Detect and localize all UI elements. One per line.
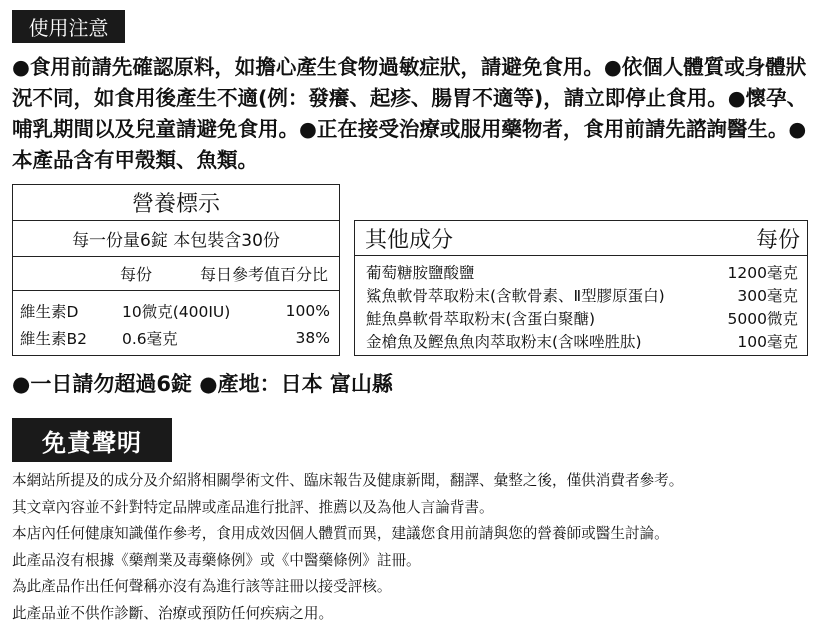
list-item: 其文章內容並不針對特定品牌或產品進行批評、推薦以及為他人言論背書。 <box>12 498 494 516</box>
nutrient-name: 維生素D <box>20 303 79 321</box>
ingredient-amount: 300毫克 <box>737 286 798 305</box>
ingredient-amount: 1200毫克 <box>727 263 798 282</box>
disclaimer-list <box>12 468 824 627</box>
ingredient-name: 鯊魚軟骨萃取粉末(含軟骨素、Ⅱ型膠原蛋白) <box>366 286 665 305</box>
daily-value-header: 每日參考值百分比 <box>199 264 328 284</box>
ingredient-name: 金槍魚及鰹魚魚肉萃取粉末(含咪唑胜肽) <box>366 332 642 351</box>
caution-paragraph: ●食用前請先確認原料，如擔心產生食物過敏症狀，請避免食用。●依個人體質或身體狀況不同，如食用後產生不適(例：發癢、起疹、腸胃不適等)，請立即停止食用。●懷孕、哺乳期間以及兒童請避免食用。●正在接受治療或服用藥物者，食用前請先諮詢醫生。●本產品含有甲殼類、魚類。 <box>12 55 808 172</box>
divider <box>354 255 808 256</box>
nutrition-facts-title: 營養標示 <box>12 184 340 220</box>
ingredient-amount: 100毫克 <box>737 332 798 351</box>
divider <box>12 290 340 291</box>
list-item: 為此產品作出任何聲稱亦沒有為進行該等註冊以接受評核。 <box>12 578 392 595</box>
nutrient-name: 維生素B2 <box>20 330 87 348</box>
per-serving-title: 每份 <box>755 227 800 253</box>
list-item: 本店內任何健康知識僅作參考，食用成效因個人體質而異，建議您食用前請與您的營養師或醫生討論。 <box>12 525 669 542</box>
list-item: 此產品並不供作診斷、治療或預防任何疾病之用。 <box>12 604 334 622</box>
table-row <box>354 260 808 283</box>
ingredient-amount: 5000微克 <box>727 309 798 328</box>
table-row <box>12 325 340 351</box>
disclaimer-heading: 免責聲明 <box>12 418 172 462</box>
caution-heading: 使用注意 <box>12 10 125 43</box>
table-row <box>354 306 808 329</box>
nutrient-amount: 10微克(400IU) <box>122 303 231 321</box>
ingredient-name: 鮭魚鼻軟骨萃取粉末(含蛋白聚醣) <box>366 309 596 328</box>
nutrient-amount: 0.6毫克 <box>122 330 178 348</box>
nutrition-header-row <box>12 256 340 290</box>
list-item: 此產品沒有根據《藥劑業及毒藥條例》或《中醫藥條例》註冊。 <box>12 551 421 569</box>
list-item: 本網站所提及的成分及介紹將相關學術文件、臨床報告及健康新聞，翻譯、彙整之後，僅供消費者參考。 <box>12 472 684 489</box>
table-row <box>354 283 808 306</box>
table-row <box>354 329 808 352</box>
nutrient-percent: 38% <box>295 329 330 347</box>
per-serving-header: 每份 <box>120 264 153 284</box>
other-ingredients-title: 其他成分 <box>365 227 454 253</box>
ingredient-name: 葡萄糖胺鹽酸鹽 <box>366 263 475 282</box>
serving-size-text: 每一份量6錠 本包裝含30份 <box>72 230 280 251</box>
dosage-origin-note: ●一日請勿超過6錠 ●產地：日本 富山縣 <box>12 372 393 396</box>
table-row <box>12 298 340 324</box>
nutrient-percent: 100% <box>285 302 330 320</box>
